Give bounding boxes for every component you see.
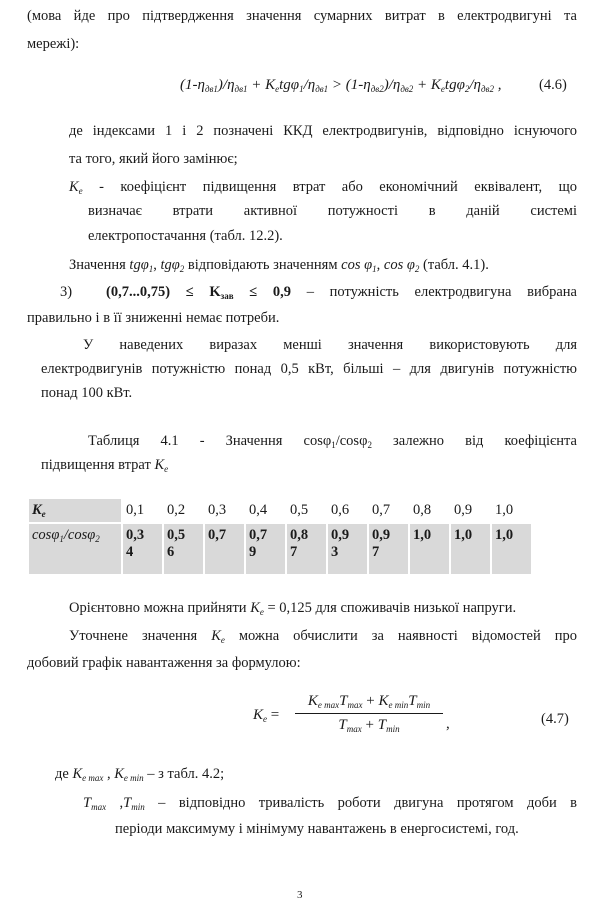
item-3-number: 3): [60, 284, 73, 300]
equation-4-7-comma: ,: [446, 716, 450, 732]
table-cell: 0,9 3: [328, 524, 367, 574]
ke-definition-line-1: $K_e$ - коефіцієнт підвищення втрат або економічний еквівалент, що: [69, 179, 577, 196]
item-3-line-1: $(0,7...0,75) \le K_{зав} \le 0,9$ – потужність електродвигуна вибрана: [106, 284, 577, 301]
equation-4-7-fraction: [295, 693, 443, 734]
t-definition-line-1: $T_{max}$ $,T_{min}$ – відповідно тривалість роботи двигуна протягом доби в: [83, 795, 577, 812]
item-3-line-2: правильно і в її зниженні немає потреби.: [27, 310, 280, 326]
equation-4-7-lhs: $K_e$ =: [253, 707, 280, 724]
expressions-line-2: електродвигунів потужністю понад 0,5 кВт, більші – для двигунів потужністю: [41, 361, 577, 377]
table-cell: 0,8 7: [287, 524, 326, 574]
table-row: [29, 499, 531, 522]
table-cell: 1,0: [492, 524, 531, 574]
ke-definition-line-3: електропостачання (табл. 12.2).: [88, 228, 283, 244]
intro-line-1: (мова йде про підтвердження значення сумарних витрат в електродвигуні та: [27, 8, 577, 24]
indices-line-1: де індексами 1 і 2 позначені ККД електродвигунів, відповідно існуючого: [69, 123, 577, 139]
page-number: 3: [297, 889, 303, 901]
table-cell: 1,0: [410, 524, 449, 574]
equation-number-4-6: (4.6): [539, 77, 567, 93]
ke-definition-line-2: визначає втрати активної потужності в даній системі: [88, 203, 577, 219]
table-cell: 0,6: [331, 502, 350, 518]
table-cell: 1,0: [451, 524, 490, 574]
t-definition-line-2: періоди максимуму і мінімуму навантажень в енергосистемі, год.: [115, 821, 519, 837]
table-caption-line-1: Таблиця 4.1 - Значення cosφ$_1$/cosφ$_2$ залежно від коефіцієнта: [88, 433, 577, 450]
table-cell: 0,2: [167, 502, 186, 518]
table-cell: 0,5 6: [164, 524, 203, 574]
table-cell: 0,5: [290, 502, 309, 518]
fraction-denominator: $T_{max} + T_{min}$: [338, 717, 400, 734]
expressions-line-3: понад 100 кВт.: [41, 385, 133, 401]
where-line: де $K_{e max}$ , $K_{e min}$ – з табл. 4.2;: [55, 766, 225, 783]
expressions-line-1: У наведених виразах менші значення використовують для: [83, 337, 577, 353]
table-cell: 0,7: [372, 502, 391, 518]
table-cell: 0,4: [249, 502, 268, 518]
table-4-1: [27, 497, 533, 576]
refine-line-1: Уточнене значення $K_e$ можна обчислити за наявності відомостей про: [69, 628, 577, 645]
tg-values-line: Значення tgφ$_1$, tgφ$_2$ відповідають значенням $\cos \varphi_1$, $\cos \varphi_2$ (табл. 4.1).: [69, 257, 489, 274]
table-row: [29, 524, 531, 574]
table-cell: 0,3 4: [123, 524, 162, 574]
table-header-ke: $K_e$: [29, 499, 121, 522]
indices-line-2: та того, який його замінює;: [69, 151, 238, 167]
table-cell: 1,0: [495, 502, 514, 518]
table-cell: 0,9: [454, 502, 473, 518]
intro-line-2: мережі):: [27, 36, 80, 52]
table-header-cos-ratio: cosφ$_1$/cosφ$_2$: [29, 524, 121, 574]
table-caption-line-2: підвищення втрат $K_e$: [41, 457, 169, 474]
table-cell: 0,8: [413, 502, 432, 518]
table-cell: 0,7: [205, 524, 244, 574]
table-cell: 0,1: [126, 502, 145, 518]
table-cell: 0,3: [208, 502, 227, 518]
approx-line: Орієнтовно можна прийняти $K_e = 0,125$ для споживачів низької напруги.: [69, 600, 517, 617]
table-cell: 0,7 9: [246, 524, 285, 574]
equation-4-6: $(1-\eta_{дв1})/\eta_{дв1} + K_etg\varphi_1/\eta_{дв1} > (1-\eta_{дв2})/\eta_{дв2} + K_etg\varphi_2/\eta_{дв2}$ ,: [180, 77, 502, 94]
equation-number-4-7: (4.7): [541, 711, 569, 727]
refine-line-2: добовий графік навантаження за формулою:: [27, 655, 301, 671]
table-cell: 0,9 7: [369, 524, 408, 574]
fraction-numerator: $K_{e max}T_{max} + K_{e min}T_{min}$: [307, 693, 431, 710]
fraction-bar: [295, 713, 443, 714]
